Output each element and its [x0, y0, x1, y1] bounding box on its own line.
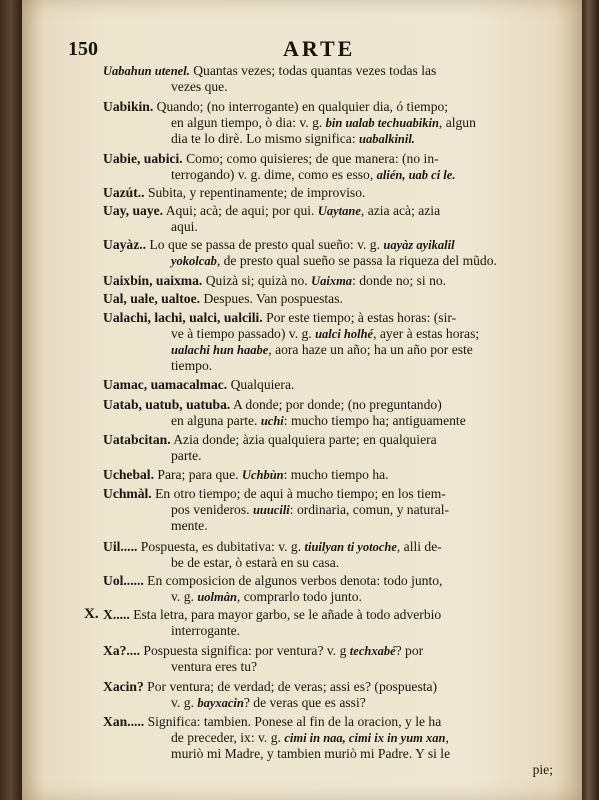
maya-term: Uaixma	[311, 274, 353, 288]
entry-line	[103, 131, 553, 147]
dictionary-entry	[103, 467, 553, 483]
dictionary-entry	[103, 679, 553, 711]
entry-line	[103, 607, 553, 623]
entry-text: parte.	[171, 448, 202, 463]
entry-text: en algun tiempo, ò dia: v. g.	[171, 115, 326, 130]
page-number: 150	[68, 38, 98, 60]
entry-line	[103, 730, 553, 746]
entry-line	[103, 432, 553, 448]
entry-line	[103, 714, 553, 730]
entry-text: vezes que.	[171, 79, 228, 94]
entry-line	[103, 518, 553, 534]
entry-text: Por ventura; de verdad; de veras; assi es? (pospuesta)	[143, 679, 438, 694]
entry-text: Para; para que.	[153, 467, 242, 482]
book-binding-left	[0, 0, 22, 800]
entry-line	[103, 79, 553, 95]
headword: X.....	[103, 607, 130, 622]
entry-line	[103, 623, 553, 639]
headword: Uaixbin, uaixma.	[103, 273, 203, 288]
headword: Uamac, uamacalmac.	[103, 377, 228, 392]
entry-text: , azia acà; azia	[360, 203, 441, 218]
entry-text: Qualquiera.	[227, 377, 295, 392]
dictionary-entry	[103, 185, 553, 201]
entry-text: v. g.	[171, 695, 198, 710]
entry-text: Pospuesta significa: por ventura? v. g	[140, 643, 350, 658]
maya-term: bin ualab techuabikin	[325, 116, 439, 130]
entry-text: Azia donde; àzia qualquiera parte; en qualquiera	[170, 432, 437, 447]
dictionary-entry	[103, 607, 553, 639]
entry-text: v. g.	[171, 589, 198, 604]
running-title: ARTE	[283, 36, 356, 61]
dictionary-entry	[103, 377, 553, 393]
entry-text: aqui.	[171, 219, 198, 234]
entry-text: pie;	[532, 762, 553, 777]
dictionary-entry	[103, 432, 553, 464]
dictionary-entry	[103, 151, 553, 183]
maya-term: ualci holhé	[315, 327, 374, 341]
entry-text: , ayer à estas horas;	[373, 326, 480, 341]
entry-line	[103, 539, 553, 555]
entry-text: ventura eres tu?	[171, 659, 258, 674]
headword: Xa?....	[103, 643, 141, 658]
entry-text: : mucho tiempo ha.	[283, 467, 389, 482]
headword: Ualachi, lachi, ualci, ualcili.	[103, 310, 263, 325]
dictionary-entry	[103, 573, 553, 605]
section-letter: X.	[84, 606, 99, 622]
entry-line	[103, 185, 553, 201]
headword: Xan.....	[103, 714, 145, 729]
entry-text: A donde; por donde; (no preguntando)	[230, 397, 442, 412]
entry-line	[103, 643, 553, 659]
entry-text: Subita, y repentinamente; de improviso.	[144, 185, 366, 200]
maya-term: uabalkinil.	[359, 132, 415, 146]
entry-text: ? de veras que es assi?	[243, 695, 366, 710]
entry-line	[103, 326, 553, 342]
maya-term: uchi	[260, 414, 284, 428]
headword: Ual, uale, ualtoe.	[103, 291, 201, 306]
entry-text: ve à tiempo passado) v. g.	[171, 326, 316, 341]
entry-text: Significa: tambien. Ponese al fin de la oracion, y le ha	[144, 714, 442, 729]
entry-text: : donde no; si no.	[352, 273, 447, 288]
page-header	[68, 36, 548, 64]
headword: Uil.....	[103, 539, 138, 554]
entry-text: : ordinaria, comun, y natural-	[289, 502, 450, 517]
headword: Uatabcitan.	[103, 432, 171, 447]
entry-line	[103, 377, 553, 393]
entry-line	[103, 397, 553, 413]
entry-line	[103, 167, 553, 183]
maya-term: alién, uab ci le.	[376, 168, 456, 182]
entry-line	[103, 589, 553, 605]
maya-term: uuucili	[252, 503, 290, 517]
maya-term: uolmàn	[197, 590, 237, 604]
entry-text: Aqui; acà; de aqui; por qui.	[163, 203, 318, 218]
entry-text: En composicion de algunos verbos denota: todo junto,	[143, 573, 443, 588]
dictionary-entry	[103, 486, 553, 534]
entry-text: , aora haze un año; ha un año por este	[268, 342, 473, 357]
entry-text: Quando; (no interrogante) en qualquier dia, ó tiempo;	[153, 99, 449, 114]
headword: Xacin?	[103, 679, 144, 694]
maya-term: cimi in naa, cimi ix in yum xan	[284, 731, 446, 745]
entry-line	[103, 310, 553, 326]
entry-text: terrogando) v. g. dime, como es esso,	[171, 167, 377, 182]
entry-text: En otro tiempo; de aqui à mucho tiempo; en los tiem-	[151, 486, 446, 501]
dictionary-entry	[103, 539, 553, 571]
dictionary-entry	[103, 291, 553, 307]
entry-text: , de presto qual sueño se passa la riqueza del mũdo.	[216, 253, 497, 268]
maya-term: ualachi hun haabe	[171, 343, 269, 357]
entry-text: tiempo.	[171, 358, 213, 373]
entry-text: , alli de-	[396, 539, 442, 554]
entry-text: Despues. Van pospuestas.	[200, 291, 343, 306]
maya-term: techxabé	[349, 644, 396, 658]
entry-text: interrogante.	[171, 623, 241, 638]
dictionary-entry	[103, 63, 553, 95]
entry-line	[103, 555, 553, 571]
entry-line	[103, 467, 553, 483]
entry-line	[103, 203, 553, 219]
entry-line	[103, 448, 553, 464]
book-edge-right	[582, 0, 599, 800]
entry-line	[103, 342, 553, 358]
dictionary-entry	[103, 397, 553, 429]
maya-term: bayxacin	[197, 696, 244, 710]
dictionary-entry	[103, 99, 553, 147]
entry-line	[103, 486, 553, 502]
entry-text: Por este tiempo; à estas horas: (sir-	[262, 310, 457, 325]
maya-term: tiuilyan ti yotoche	[304, 540, 397, 554]
entry-line	[103, 573, 553, 589]
maya-term: uayàz ayikalil	[383, 238, 455, 252]
dictionary-entry	[103, 237, 553, 269]
headword: Uol......	[103, 573, 144, 588]
entry-text: Lo que se passa de presto qual sueño: v. g.	[146, 237, 384, 252]
entry-line	[103, 219, 553, 235]
entry-text: ? por	[395, 643, 424, 658]
entry-line	[103, 695, 553, 711]
entry-line	[103, 291, 553, 307]
headword: Uazút..	[103, 185, 145, 200]
headword: Uatab, uatub, uatuba.	[103, 397, 231, 412]
entry-line	[103, 99, 553, 115]
entry-line	[103, 273, 553, 289]
entry-text: dia te lo dirè. Lo mismo significa:	[171, 131, 360, 146]
entry-line	[103, 115, 553, 131]
entry-line	[103, 413, 553, 429]
entry-line	[103, 151, 553, 167]
entry-line	[103, 659, 553, 675]
maya-term: Uabahun utenel.	[103, 64, 190, 78]
entry-text: en alguna parte.	[171, 413, 261, 428]
entry-line	[103, 762, 553, 778]
entry-line	[103, 746, 553, 762]
entry-line	[103, 237, 553, 253]
entry-text: muriò mi Madre, y tambien muriò mi Padre. Y si le	[171, 746, 451, 761]
entry-line	[103, 679, 553, 695]
entry-text: : mucho tiempo ha; antiguamente	[283, 413, 466, 428]
entry-line	[103, 63, 553, 79]
maya-term: yokolcab	[171, 254, 217, 268]
dictionary-entry	[103, 203, 553, 235]
dictionary-entry	[103, 310, 553, 374]
entry-text: mente.	[171, 518, 208, 533]
headword: Uchebal.	[103, 467, 154, 482]
entry-text: be de estar, ò estarà en su casa.	[171, 555, 340, 570]
entry-text: Esta letra, para mayor garbo, se le añade à todo adverbio	[129, 607, 442, 622]
entry-text: ,	[445, 730, 449, 745]
headword: Uayàz..	[103, 237, 147, 252]
entry-text: Quantas vezes; todas quantas vezes todas las	[189, 63, 437, 78]
dictionary-entry	[103, 273, 553, 289]
entry-line	[103, 253, 553, 269]
entry-line	[103, 358, 553, 374]
headword: Uchmàl.	[103, 486, 152, 501]
entry-text: Pospuesta, es dubitativa: v. g.	[137, 539, 305, 554]
entry-text: de preceder, ix: v. g.	[171, 730, 285, 745]
entry-line	[103, 502, 553, 518]
dictionary-entry	[103, 643, 553, 675]
entry-text: pos venideros.	[171, 502, 253, 517]
entry-text: Como; como quisieres; de que manera: (no in-	[182, 151, 439, 166]
entry-text: Quizà si; quizà no.	[202, 273, 312, 288]
headword: Uay, uaye.	[103, 203, 164, 218]
entry-text: , comprarlo todo junto.	[236, 589, 362, 604]
dictionary-entry	[103, 714, 553, 778]
headword: Uabikin.	[103, 99, 154, 114]
maya-term: Uchbùn	[241, 468, 284, 482]
headword: Uabie, uabici.	[103, 151, 183, 166]
maya-term: Uaytane	[317, 204, 361, 218]
entry-text: , algun	[438, 115, 476, 130]
